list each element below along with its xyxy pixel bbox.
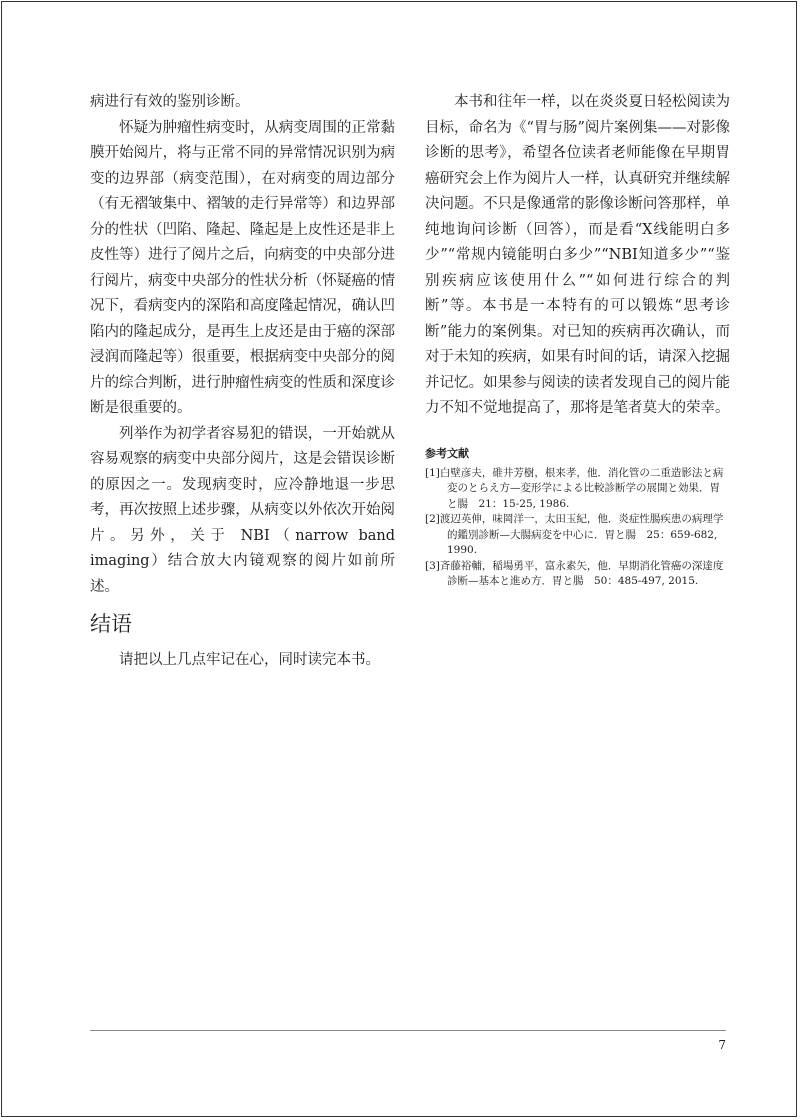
body-paragraph: 请把以上几点牢记在心，同时读完本书。 xyxy=(119,652,380,668)
reference-item: [2]渡辺英伸，味岡洋一，太田玉紀，他．炎症性腸疾患の病理学的鑑別診断—大腸病変を中心に．胃と腸 25：659-682, 1990. xyxy=(425,513,724,556)
body-paragraph: 列举作为初学者容易犯的错误，一开始就从容易观察的病变中央部分阅片，这是会错误诊断的原因之一。发现病变时，应冷静地退一步思考，再次按照上述步骤，从病变以外依次开始阅片。另外，关于 NBI（narrow band imaging）结合放大内镜观察的阅片如前所述。 xyxy=(90,425,395,595)
page-number: 7 xyxy=(718,1038,726,1052)
body-paragraph: 怀疑为肿瘤性病变时，从病变周围的正常黏膜开始阅片，将与正常不同的异常情况识别为病变的边界部（病变范围），在对病变的周边部分（有无褶皱集中、褶皱的走行异常等）和边界部分的性状（凹陷、隆起、隆起是上皮性还是非上皮性等）进行了阅片之后，向病变的中央部分进行阅片，病变中央部分的性状分析（怀疑癌的情况下，看病变内的深陷和高度隆起情况，确认凹陷内的隆起成分，是再生上皮还是由于癌的深部浸润而隆起等）很重要，根据病变中央部分的阅片的综合判断，进行肿瘤性病变的性质和深度诊断是很重要的。 xyxy=(90,119,395,416)
section-heading: 结语 xyxy=(90,612,132,636)
reference-item: [1]白壁彦夫，碓井芳樹，根来孝，他．消化管の二重造影法と病変のとらえ方—変形学による比較診断学の展開と効果．胃と腸 21：15-25, 1986. xyxy=(425,466,724,510)
footer-rule xyxy=(90,1030,726,1031)
reference-item: [3]斉藤裕輔，稲場勇平，富永素矢，他．早期消化管癌の深達度診断—基本と進め方．胃と腸 50：485-497, 2015. xyxy=(425,559,724,587)
references-title: 参考文献 xyxy=(425,446,469,460)
body-paragraph: 病进行有效的鉴别诊断。 xyxy=(90,94,250,110)
right-column xyxy=(425,90,730,590)
body-paragraph: 本书和往年一样，以在炎炎夏日轻松阅读为目标，命名为《“胃与肠”阅片案例集——对影像诊断的思考》，希望各位读者老师能像在早期胃癌研究会上作为阅片人一样，认真研究并继续解决问题。不只是像通常的影像诊断问答那样，单纯地询问诊断（回答），而是看“X线能明白多少”“常规内镜能明白多少”“NBI知道多少”“鉴别疾病应该使用什么”“如何进行综合的判断”等。本书是一本特有的可以锻炼“思考诊断”能力的案例集。对已知的疾病再次确认，而对于未知的疾病，如果有时间的话，请深入挖掘并记忆。如果参与阅读的读者发现自己的阅片能力不知不觉地提高了，那将是笔者莫大的荣幸。 xyxy=(425,94,730,416)
references-list xyxy=(425,466,730,590)
left-column xyxy=(90,90,395,674)
